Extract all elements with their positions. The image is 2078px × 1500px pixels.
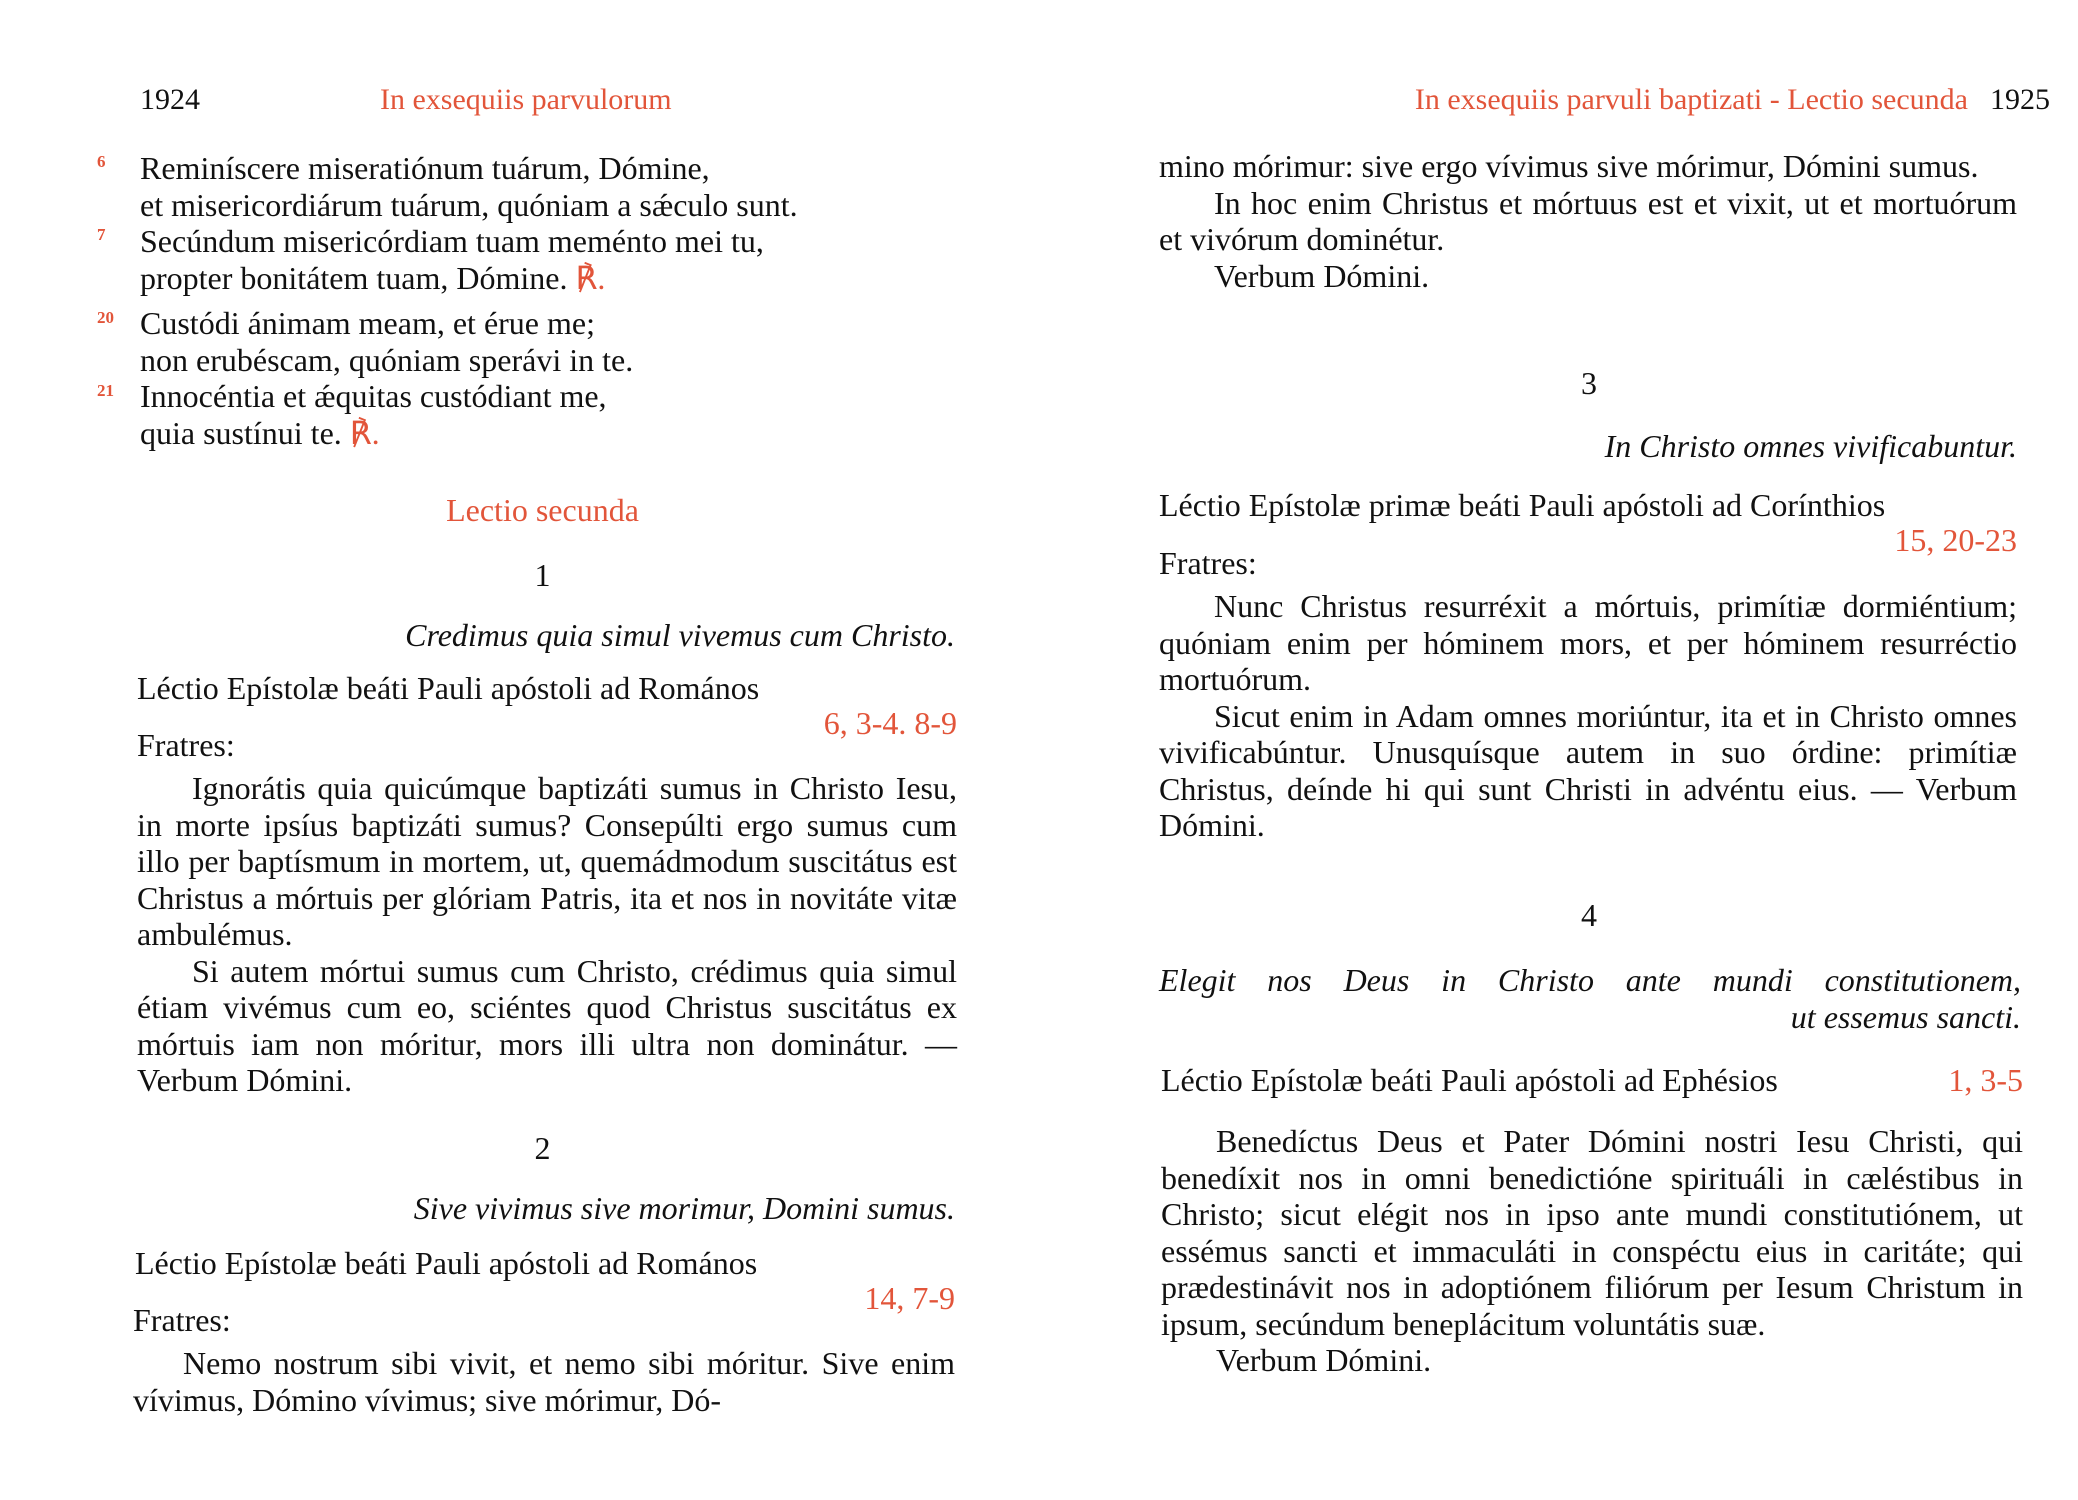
- paragraph: Sicut enim in Adam omnes moriúntur, ita et in Christo omnes vivificabúntur. Unusquísque autem in suo órdine: primítiæ Christus, deínde hi qui sunt Christi in advéntu eius. — Verbum Dómini.: [1159, 697, 2017, 843]
- verse-number: 21: [97, 381, 114, 400]
- reading-title: Léctio Epístolæ beáti Pauli apóstoli ad Ephésios: [1161, 1062, 1778, 1098]
- reading-address: Fratres:: [133, 1302, 231, 1338]
- reading-reference: 15, 20-23: [1894, 522, 2017, 558]
- paragraph: Ignorátis quia quicúmque baptizáti sumus in Christo Iesu, in morte ipsíus baptizáti sumus? Consepúlti ergo sumus cum illo per baptísmum in mortem, ut, quemádmodum suscitátus est Christus a mórtuis per glóriam Patris, ita et nos in novitáte vitæ ambulémus.: [137, 770, 957, 952]
- response-symbol: ℟.: [575, 259, 606, 296]
- closing-formula: Verbum Dómini.: [1214, 257, 1430, 294]
- theme-line: ut essemus sancti.: [1790, 999, 2021, 1035]
- reading-theme: In Christo omnes vivificabuntur.: [1604, 428, 2017, 464]
- reading-reference: 1, 3-5: [1948, 1062, 2023, 1098]
- running-title-left: In exsequiis parvulorum: [380, 83, 672, 116]
- reading-reference: 14, 7-9: [864, 1280, 955, 1316]
- reading-number: 1: [534, 557, 551, 593]
- verse-line: et misericordiárum tuárum, quóniam a sǽculo sunt.: [140, 186, 798, 223]
- reading-reference: 6, 3-4. 8-9: [823, 705, 957, 741]
- reading-title-row: [1161, 1062, 2023, 1099]
- page-number-left: 1924: [140, 83, 200, 116]
- reading-theme: Sive vivimus sive morimur, Domini sumus.: [413, 1190, 955, 1226]
- running-title-right: In exsequiis parvuli baptizati - Lectio secunda: [1414, 83, 1968, 116]
- reading-theme: [1159, 962, 2021, 1036]
- psalm-verse: [140, 378, 960, 451]
- paragraph: Benedíctus Deus et Pater Dómini nostri Iesu Christi, qui benedíxit nos in omni benedictióne spirituáli in cæléstibus in Christo; sicut elégit nos in ipso ante mundi constitutiónem, ut essémus sancti et immaculáti in conspéctu eius in caritáte; qui prædestinávit nos in adoptiónem filiórum per Iesum Christum in ipsum, secúndum beneplácitum voluntátis suæ.: [1161, 1123, 2023, 1342]
- verse-number: 20: [97, 308, 114, 327]
- verse-line: non erubéscam, quóniam sperávi in te.: [140, 341, 634, 378]
- reading-number: 4: [1581, 897, 1597, 933]
- verse-line: Innocéntia et ǽquitas custódiant me,: [140, 378, 607, 414]
- verse-line: quia sustínui te.: [140, 414, 342, 451]
- verse-line: Reminíscere miseratiónum tuárum, Dómine,: [140, 150, 710, 186]
- verse-line: propter bonitátem tuam, Dómine.: [140, 259, 568, 296]
- reading-body: [1161, 1123, 2023, 1379]
- reading-body: [1159, 588, 2017, 844]
- right-page: [1039, 0, 2078, 1500]
- verse-line-with-response: [140, 260, 960, 297]
- reading-theme: Credimus quia simul vivemus cum Christo.: [405, 617, 955, 653]
- reading-address: Fratres:: [1159, 545, 1257, 581]
- paragraph: mino mórimur: sive ergo vívimus sive mórimur, Dómini sumus.: [1159, 148, 1979, 184]
- theme-line: Elegit nos Deus in Christo ante mundi constitutionem,: [1159, 962, 2021, 998]
- paragraph: In hoc enim Christus et mórtuus est et vixit, ut et mortuórum et vivórum dominétur.: [1159, 184, 2017, 257]
- psalm-verse: [140, 150, 960, 223]
- reading-body: [133, 1345, 955, 1418]
- psalm-verse: [140, 305, 960, 378]
- continued-reading: [1159, 148, 2017, 294]
- psalm-verse: [140, 223, 960, 296]
- paragraph: Si autem mórtui sumus cum Christo, crédimus quia simul étiam vivémus cum eo, sciéntes quod Christus suscitátus ex mórtuis iam non móritur, mors illi ultra non dominátur. — Verbum Dómini.: [137, 952, 957, 1098]
- paragraph: Nunc Christus resurréxit a mórtuis, primítiæ dormiéntium; quóniam enim per hóminem mors, et per hóminem resurréctio mortuórum.: [1159, 588, 2017, 697]
- section-title: Lectio secunda: [446, 492, 639, 528]
- reading-address: Fratres:: [137, 727, 235, 763]
- reading-body: [137, 770, 957, 1099]
- response-symbol: ℟.: [349, 414, 380, 451]
- reading-title: Léctio Epístolæ primæ beáti Pauli apóstoli ad Corínthios: [1159, 487, 1886, 523]
- verse-line: Custódi ánimam meam, et érue me;: [140, 305, 595, 341]
- paragraph: Nemo nostrum sibi vivit, et nemo sibi móritur. Sive enim vívimus, Dómino vívimus; sive mórimur, Dó-: [133, 1345, 955, 1418]
- verse-line-with-response: [140, 415, 960, 452]
- closing-formula: Verbum Dómini.: [1216, 1342, 1432, 1378]
- reading-number: 2: [534, 1130, 551, 1166]
- reading-title: Léctio Epístolæ beáti Pauli apóstoli ad Romános: [137, 670, 760, 706]
- verse-line: Secúndum misericórdiam tuam meménto mei tu,: [140, 223, 764, 259]
- verse-number: 7: [97, 225, 106, 244]
- reading-number: 3: [1581, 365, 1597, 401]
- reading-title: Léctio Epístolæ beáti Pauli apóstoli ad Romános: [135, 1245, 758, 1281]
- verse-number: 6: [97, 152, 106, 171]
- page-number-right: 1925: [1990, 83, 2050, 116]
